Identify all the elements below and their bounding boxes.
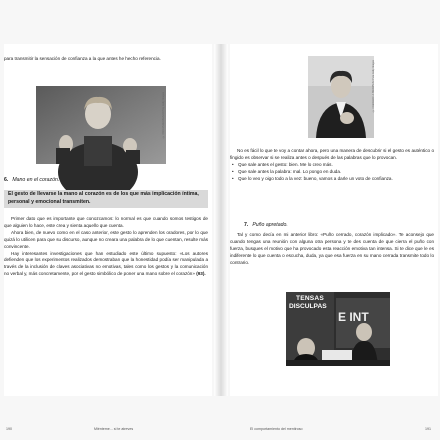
section-heading-6 [4, 177, 59, 183]
paragraph: Primer dato que es importante que conozcamos: lo normal es que cuando somos testigos de que alguien lo hace, este crea y sienta aquello que cuenta. [4, 216, 208, 228]
merkel-photo [36, 86, 166, 164]
paragraph [4, 251, 208, 279]
bullet-item: • Que sale antes el gesto: bien. Me lo creo más. [232, 161, 333, 167]
poster-line-2: DISCULPAS [289, 303, 327, 310]
poster-line-1: TENSAS [296, 295, 324, 302]
poster-side-text: E INT [338, 310, 369, 324]
bullet-item: • Que sale antes la palabra: mal. Lo pongo en duda. [232, 168, 342, 174]
section-number: 7. [244, 222, 249, 228]
bullet-text: Que sale antes la palabra: mal. Lo pongo en duda. [238, 168, 342, 174]
page-number: 190 [6, 427, 12, 431]
paragraph: Tal y como decía en mi anterior libro: «Puño cerrado, corazón implicado». Te aconsejo que cuando tengas una reunión con alguna otra persona y te des cuenta de que cierra el puño con fuerza, busques el motivo que ha provocado esta reacción emotiva tan intensa. Si te dice que le es indiferente lo que cuenta o escucha, duda, ya que esa fuerza en su mano cerrada transmite todo lo contrario. [230, 232, 434, 265]
bullet-item: • Que lo veo y oigo todo a la vez: bueno, vamos a darle un voto de confianza. [232, 175, 393, 181]
right-page [230, 44, 438, 431]
section-title: Mano en el corazón. [12, 177, 60, 183]
right-body-top [230, 148, 434, 183]
paragraph: Ahora bien, de nuevo como en el caso anterior, este gesto lo aprenden los oradores, por lo que quizá lo utilicen para que su discurso, aunque no creara una palabra de lo que cuentan, resulte más convincente. [4, 229, 208, 249]
bullet-text: Que lo veo y oigo todo a la vez: bueno, vamos a darle un voto de confianza. [238, 175, 393, 181]
spine-gutter [214, 44, 228, 396]
section-number: 6. [4, 177, 9, 183]
running-footer: Miénteme... si te atreves [94, 427, 134, 431]
press-conference-photo [286, 292, 390, 366]
trudeau-photo [308, 56, 374, 138]
paragraph: No es fácil lo que te voy a contar ahora, pero una manera de descubrir si el gesto es auténtico o fingido es observar si se realiza antes o después de las palabras que lo provocan. [230, 148, 434, 160]
section-heading-7 [244, 222, 288, 228]
citation-ref: (93). [196, 271, 206, 277]
page-number: 191 [425, 427, 431, 431]
left-intro-text: para transmitir la sensación de confianza a la que antes he hecho referencia. [4, 56, 161, 61]
bullet-list [230, 162, 434, 183]
bullet-text: Que sale antes el gesto: bien. Me lo creo más. [238, 161, 333, 167]
section-title: Puño apretado. [252, 222, 288, 228]
photo-credit: © ODD ANDERSEN/AFP by Getty Images [162, 92, 165, 139]
highlight-callout: El gesto de llevarse la mano al corazón es de los que más implicación íntima, personal y emocional transmiten. [4, 190, 208, 208]
paragraph-text: Hay interesantes investigaciones que han estudiado este último supuesto: «Los autores defienden que los experimentos realizados demostraban que la honestidad podía ser manipulada a través de la inclusión de claves asociativas no emotivas, tales como los gestos y la comunicación no verbal y, más concretamente, por el gesto simbólico de poner una mano sobre el corazón» [4, 250, 208, 277]
left-body [4, 216, 208, 278]
left-page [4, 44, 212, 431]
photo-credit: © FREDERIC J. BROWN/AFP via Getty Images [372, 60, 375, 113]
running-footer: El comportamiento del mentiroso [250, 427, 303, 431]
